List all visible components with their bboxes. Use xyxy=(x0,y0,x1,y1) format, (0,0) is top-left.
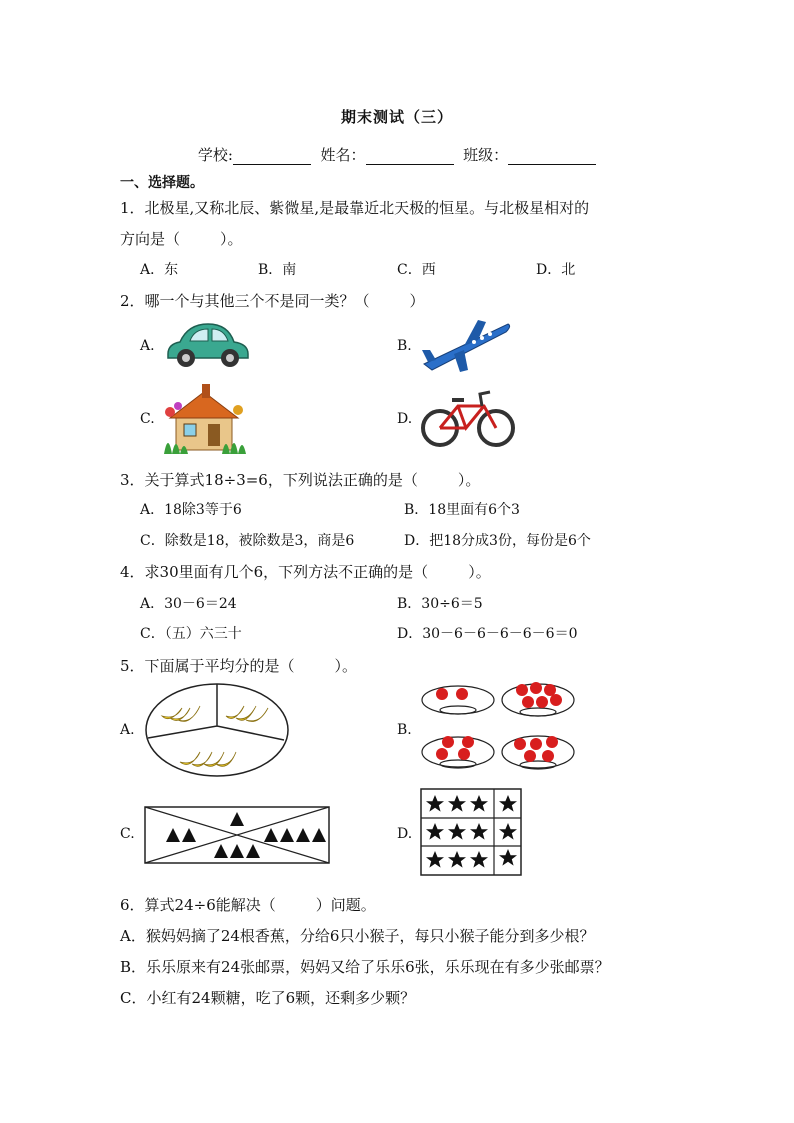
q6-option-c: C．小红有24颗糖，吃了6颗，还剩多少颗？ xyxy=(120,989,416,1007)
q2-label-b: B. xyxy=(397,338,412,354)
q6-stem-end: ）问题。 xyxy=(315,896,376,914)
apple-plates-figure xyxy=(420,680,580,780)
q4-option-d: D．30－6－6－6－6－6＝0 xyxy=(397,626,578,642)
triangles-figure xyxy=(144,806,330,864)
q5-stem-end: ）。 xyxy=(334,657,358,675)
q5-label-a: A. xyxy=(120,722,135,738)
q1-stem-end: ）。 xyxy=(220,230,243,248)
q1-stem-text: 方向是（ xyxy=(120,230,181,248)
class-label: 班级： xyxy=(463,146,509,164)
q1-option-b: B．南 xyxy=(258,262,297,278)
q1-stem-line2 xyxy=(120,228,243,249)
q1-stem-line1: 1．北极星,又称北辰、紫微星,是最靠近北天极的恒星。与北极星相对的 xyxy=(120,199,590,217)
q5-label-c: C. xyxy=(120,826,135,842)
q4-stem xyxy=(120,561,491,582)
school-blank[interactable] xyxy=(233,148,311,165)
banana-plate-figure xyxy=(144,682,290,778)
name-label: 姓名： xyxy=(320,146,366,164)
bicycle-icon xyxy=(420,386,516,450)
q4-option-b: B．30÷6＝5 xyxy=(397,596,483,612)
q5-label-b: B. xyxy=(397,722,412,738)
name-blank[interactable] xyxy=(366,148,454,165)
student-info xyxy=(0,144,794,165)
q2-label-d: D. xyxy=(397,411,413,427)
q3-option-b: B．18里面有6个3 xyxy=(404,502,520,518)
q2-stem-end: ） xyxy=(409,292,425,310)
q3-stem-end: ）。 xyxy=(457,471,481,489)
house-icon xyxy=(162,382,246,454)
q4-stem-end: ）。 xyxy=(468,563,491,581)
q2-label-c: C. xyxy=(140,411,155,427)
q3-option-a: A．18除3等于6 xyxy=(140,502,242,518)
q1-option-a: A．东 xyxy=(140,262,179,278)
airplane-icon xyxy=(420,316,512,374)
q2-label-a: A. xyxy=(140,338,155,354)
q5-stem-text: 5．下面属于平均分的是（ xyxy=(120,657,295,675)
q3-stem-text: 3．关于算式18÷3=6，下列说法正确的是（ xyxy=(120,471,418,489)
q6-stem xyxy=(120,894,376,915)
stars-figure xyxy=(420,788,524,878)
q6-option-a: A．猴妈妈摘了24根香蕉，分给6只小猴子，每只小猴子能分到多少根？ xyxy=(120,927,595,945)
class-blank[interactable] xyxy=(508,148,596,165)
q1-option-c: C．西 xyxy=(397,262,436,278)
page-title: 期末测试（三） xyxy=(340,108,453,126)
q5-stem xyxy=(120,655,357,676)
q3-option-d: D．把18分成3份，每份是6个 xyxy=(404,533,591,549)
q2-stem xyxy=(120,290,425,311)
q2-stem-text: 2．哪一个与其他三个不是同一类？（ xyxy=(120,292,370,310)
q3-option-c: C．除数是18，被除数是3，商是6 xyxy=(140,533,355,549)
car-icon xyxy=(162,318,252,370)
school-label: 学校: xyxy=(197,146,233,164)
q1-option-d: D．北 xyxy=(536,262,576,278)
q4-stem-text: 4．求30里面有几个6，下列方法不正确的是（ xyxy=(120,563,429,581)
q5-label-d: D. xyxy=(397,826,413,842)
q6-stem-text: 6．算式24÷6能解决（ xyxy=(120,896,276,914)
q4-option-a: A．30－6＝24 xyxy=(140,596,237,612)
q6-option-b: B．乐乐原来有24张邮票，妈妈又给了乐乐6张，乐乐现在有多少张邮票？ xyxy=(120,958,610,976)
section-heading: 一、选择题。 xyxy=(120,175,204,191)
q4-option-c: C．（五）六三十 xyxy=(140,626,242,642)
q3-stem xyxy=(120,469,480,490)
